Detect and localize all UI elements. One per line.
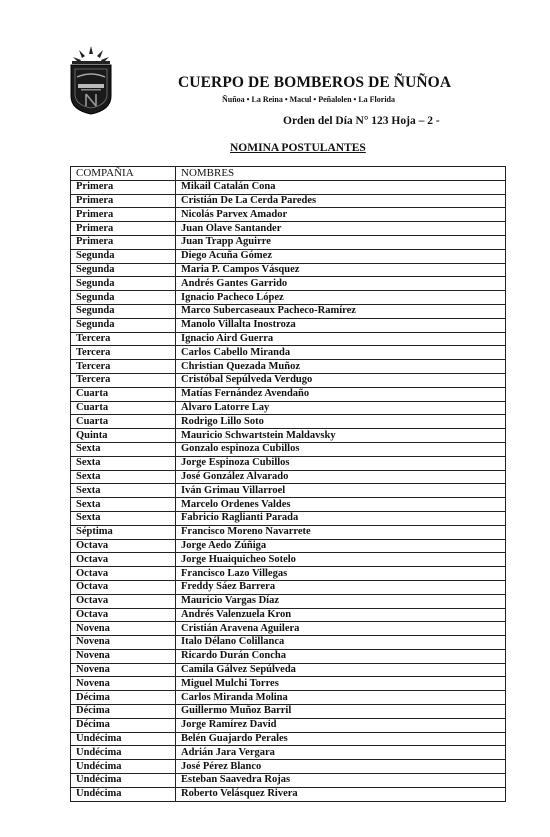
table-row bbox=[71, 498, 506, 512]
company-cell: Primera bbox=[71, 180, 176, 194]
table-row bbox=[71, 663, 506, 677]
name-cell: Miguel Mulchi Torres bbox=[176, 677, 506, 691]
name-cell: Fabricio Raglianti Parada bbox=[176, 511, 506, 525]
company-cell: Segunda bbox=[71, 263, 176, 277]
company-cell: Primera bbox=[71, 208, 176, 222]
company-cell: Octava bbox=[71, 594, 176, 608]
company-cell: Novena bbox=[71, 636, 176, 650]
company-cell: Segunda bbox=[71, 304, 176, 318]
column-header-names: NOMBRES bbox=[176, 167, 506, 181]
table-row bbox=[71, 277, 506, 291]
name-cell: Roberto Velásquez Rivera bbox=[176, 787, 506, 801]
name-cell: José Pérez Blanco bbox=[176, 760, 506, 774]
table-row bbox=[71, 318, 506, 332]
company-cell: Undécima bbox=[71, 787, 176, 801]
name-cell: Cristián De La Cerda Paredes bbox=[176, 194, 506, 208]
applicants-table bbox=[70, 166, 506, 802]
table-header-row bbox=[71, 167, 506, 181]
order-of-the-day: Orden del Día N° 123 Hoja – 2 - bbox=[283, 115, 440, 127]
name-cell: Carlos Miranda Molina bbox=[176, 691, 506, 705]
company-cell: Novena bbox=[71, 663, 176, 677]
table-row bbox=[71, 263, 506, 277]
company-cell: Novena bbox=[71, 622, 176, 636]
company-cell: Séptima bbox=[71, 525, 176, 539]
name-cell: Esteban Saavedra Rojas bbox=[176, 774, 506, 788]
company-cell: Tercera bbox=[71, 360, 176, 374]
list-title: NOMINA POSTULANTES bbox=[230, 142, 366, 154]
company-cell: Tercera bbox=[71, 373, 176, 387]
table-row bbox=[71, 705, 506, 719]
table-row bbox=[71, 194, 506, 208]
table-row bbox=[71, 429, 506, 443]
name-cell: Marco Subercaseaux Pacheco-Ramírez bbox=[176, 304, 506, 318]
table-row bbox=[71, 525, 506, 539]
company-cell: Octava bbox=[71, 567, 176, 581]
table-row bbox=[71, 594, 506, 608]
name-cell: Francisco Lazo Villegas bbox=[176, 567, 506, 581]
name-cell: Ignacio Pacheco López bbox=[176, 291, 506, 305]
table-row bbox=[71, 649, 506, 663]
company-cell: Octava bbox=[71, 539, 176, 553]
name-cell: Maria P. Campos Vásquez bbox=[176, 263, 506, 277]
company-cell: Primera bbox=[71, 194, 176, 208]
table-row bbox=[71, 180, 506, 194]
name-cell: Cristóbal Sepúlveda Verdugo bbox=[176, 373, 506, 387]
company-cell: Décima bbox=[71, 718, 176, 732]
table-row bbox=[71, 332, 506, 346]
table-row bbox=[71, 346, 506, 360]
company-cell: Tercera bbox=[71, 332, 176, 346]
name-cell: Jorge Ramírez David bbox=[176, 718, 506, 732]
table-row bbox=[71, 235, 506, 249]
table-row bbox=[71, 553, 506, 567]
company-cell: Novena bbox=[71, 677, 176, 691]
company-cell: Primera bbox=[71, 222, 176, 236]
table-row bbox=[71, 774, 506, 788]
name-cell: Rodrigo Lillo Soto bbox=[176, 415, 506, 429]
table-row bbox=[71, 567, 506, 581]
company-cell: Octava bbox=[71, 608, 176, 622]
name-cell: Diego Acuña Gómez bbox=[176, 249, 506, 263]
name-cell: Andrés Gantes Garrido bbox=[176, 277, 506, 291]
name-cell: Camila Gálvez Sepúlveda bbox=[176, 663, 506, 677]
table-row bbox=[71, 608, 506, 622]
table-row bbox=[71, 456, 506, 470]
company-cell: Primera bbox=[71, 235, 176, 249]
name-cell: Mauricio Schwartstein Maldavsky bbox=[176, 429, 506, 443]
name-cell: Marcelo Ordenes Valdes bbox=[176, 498, 506, 512]
name-cell: Jorge Aedo Zúñiga bbox=[176, 539, 506, 553]
name-cell: Belén Guajardo Perales bbox=[176, 732, 506, 746]
company-cell: Sexta bbox=[71, 511, 176, 525]
company-cell: Sexta bbox=[71, 442, 176, 456]
name-cell: Italo Délano Colillanca bbox=[176, 636, 506, 650]
name-cell: Adrián Jara Vergara bbox=[176, 746, 506, 760]
table-row bbox=[71, 787, 506, 801]
table-row bbox=[71, 304, 506, 318]
company-cell: Décima bbox=[71, 691, 176, 705]
table-row bbox=[71, 746, 506, 760]
name-cell: Álvaro Latorre Lay bbox=[176, 401, 506, 415]
name-cell: José González Alvarado bbox=[176, 470, 506, 484]
company-cell: Décima bbox=[71, 705, 176, 719]
name-cell: Juan Trapp Aguirre bbox=[176, 235, 506, 249]
table-row bbox=[71, 249, 506, 263]
company-cell: Undécima bbox=[71, 760, 176, 774]
name-cell: Juan Olave Santander bbox=[176, 222, 506, 236]
table-row bbox=[71, 580, 506, 594]
table-row bbox=[71, 373, 506, 387]
table-row bbox=[71, 539, 506, 553]
company-cell: Cuarta bbox=[71, 401, 176, 415]
name-cell: Matías Fernández Avendaño bbox=[176, 387, 506, 401]
name-cell: Gonzalo espinoza Cubillos bbox=[176, 442, 506, 456]
table-row bbox=[71, 677, 506, 691]
table-row bbox=[71, 208, 506, 222]
name-cell: Mikail Catalán Cona bbox=[176, 180, 506, 194]
company-cell: Cuarta bbox=[71, 415, 176, 429]
company-cell: Sexta bbox=[71, 484, 176, 498]
company-cell: Cuarta bbox=[71, 387, 176, 401]
company-cell: Undécima bbox=[71, 732, 176, 746]
company-cell: Segunda bbox=[71, 318, 176, 332]
company-cell: Quinta bbox=[71, 429, 176, 443]
name-cell: Nicolás Parvex Amador bbox=[176, 208, 506, 222]
table-body bbox=[71, 180, 506, 801]
table-row bbox=[71, 636, 506, 650]
name-cell: Carlos Cabello Miranda bbox=[176, 346, 506, 360]
name-cell: Iván Grimau Villarroel bbox=[176, 484, 506, 498]
name-cell: Francisco Moreno Navarrete bbox=[176, 525, 506, 539]
company-cell: Octava bbox=[71, 580, 176, 594]
table-row bbox=[71, 760, 506, 774]
company-cell: Sexta bbox=[71, 470, 176, 484]
company-cell: Tercera bbox=[71, 346, 176, 360]
company-cell: Novena bbox=[71, 649, 176, 663]
company-cell: Sexta bbox=[71, 498, 176, 512]
name-cell: Cristián Aravena Aguilera bbox=[176, 622, 506, 636]
table-row bbox=[71, 415, 506, 429]
table-row bbox=[71, 222, 506, 236]
name-cell: Guillermo Muñoz Barril bbox=[176, 705, 506, 719]
company-cell: Segunda bbox=[71, 249, 176, 263]
name-cell: Andrés Valenzuela Kron bbox=[176, 608, 506, 622]
table-row bbox=[71, 291, 506, 305]
table-row bbox=[71, 511, 506, 525]
table-row bbox=[71, 732, 506, 746]
table-row bbox=[71, 387, 506, 401]
name-cell: Ricardo Durán Concha bbox=[176, 649, 506, 663]
company-cell: Octava bbox=[71, 553, 176, 567]
table-row bbox=[71, 401, 506, 415]
column-header-company: COMPAÑIA bbox=[71, 167, 176, 181]
name-cell: Manolo Villalta Inostroza bbox=[176, 318, 506, 332]
table-row bbox=[71, 691, 506, 705]
table-row bbox=[71, 484, 506, 498]
table-row bbox=[71, 442, 506, 456]
name-cell: Ignacio Aird Guerra bbox=[176, 332, 506, 346]
company-cell: Undécima bbox=[71, 746, 176, 760]
fire-department-crest-icon bbox=[66, 44, 116, 116]
name-cell: Mauricio Vargas Díaz bbox=[176, 594, 506, 608]
table-row bbox=[71, 622, 506, 636]
table-row bbox=[71, 470, 506, 484]
company-cell: Segunda bbox=[71, 277, 176, 291]
company-cell: Undécima bbox=[71, 774, 176, 788]
table-row bbox=[71, 360, 506, 374]
name-cell: Jorge Huaiquicheo Sotelo bbox=[176, 553, 506, 567]
table-row bbox=[71, 718, 506, 732]
company-cell: Segunda bbox=[71, 291, 176, 305]
name-cell: Freddy Sáez Barrera bbox=[176, 580, 506, 594]
communes-subtitle: Ñuñoa • La Reina • Macul • Peñalolen • La Florida bbox=[222, 95, 395, 104]
name-cell: Jorge Espinoza Cubillos bbox=[176, 456, 506, 470]
name-cell: Christian Quezada Muñoz bbox=[176, 360, 506, 374]
company-cell: Sexta bbox=[71, 456, 176, 470]
organization-title: CUERPO DE BOMBEROS DE ÑUÑOA bbox=[178, 74, 452, 91]
